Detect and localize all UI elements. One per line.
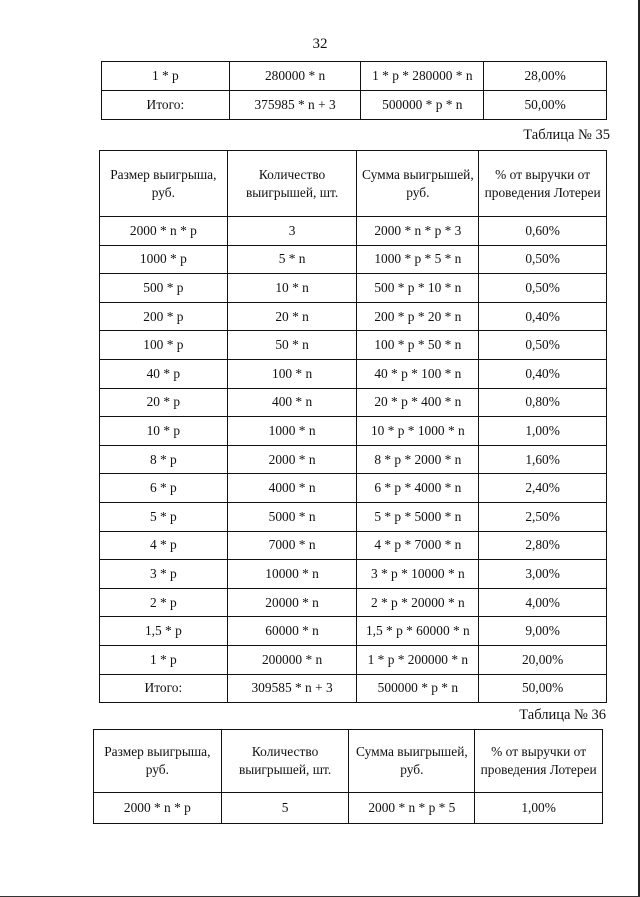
table-35-caption: Таблица № 35 [523,127,610,143]
cell-prize-sum: 6 * p * 4000 * n [357,474,479,503]
cell-revenue-percent: 0,40% [479,302,607,331]
cell-prize-size: 4 * p [100,531,228,560]
table-35 [99,150,607,703]
cell-prize-sum: 2000 * n * p * 5 [349,793,475,824]
table-row [100,645,607,674]
cell-revenue-percent: 2,80% [479,531,607,560]
cell-prize-count: 1000 * n [227,417,357,446]
table-row [100,245,607,274]
cell-prize-count: 400 * n [227,388,357,417]
cell-prize-count: 10000 * n [227,560,357,589]
cell-prize-count: 5 * n [227,245,357,274]
cell-prize-sum: 500000 * p * n [361,91,484,120]
header-prize-sum: Сумма выигрышей, руб. [357,151,479,217]
header-prize-count: Количество выигрышей, шт. [221,730,349,793]
table-row [100,445,607,474]
cell-prize-sum: 500000 * p * n [357,674,479,703]
cell-revenue-percent: 0,40% [479,359,607,388]
cell-prize-count: 4000 * n [227,474,357,503]
table-row [100,217,607,246]
cell-revenue-percent: 0,50% [479,274,607,303]
cell-prize-size: 1,5 * p [100,617,228,646]
table-continuation [101,61,607,120]
table-row [100,388,607,417]
table-row [100,417,607,446]
cell-prize-size: 100 * p [100,331,228,360]
cell-prize-sum: 100 * p * 50 * n [357,331,479,360]
cell-prize-count: 100 * n [227,359,357,388]
cell-prize-sum: 1 * p * 200000 * n [357,645,479,674]
cell-prize-sum: 200 * p * 20 * n [357,302,479,331]
cell-prize-count: 3 [227,217,357,246]
cell-prize-size: 40 * p [100,359,228,388]
cell-revenue-percent: 50,00% [484,91,607,120]
cell-revenue-percent: 0,80% [479,388,607,417]
cell-prize-sum: 40 * p * 100 * n [357,359,479,388]
cell-prize-sum: 1,5 * p * 60000 * n [357,617,479,646]
header-prize-size: Размер выигрыша, руб. [100,151,228,217]
table-header-row [100,151,607,217]
cell-prize-size: 8 * p [100,445,228,474]
cell-prize-count: 50 * n [227,331,357,360]
cell-prize-size: 1 * p [102,62,230,91]
cell-revenue-percent: 3,00% [479,560,607,589]
table-row [100,617,607,646]
header-prize-count: Количество выигрышей, шт. [227,151,357,217]
cell-prize-count: 7000 * n [227,531,357,560]
cell-prize-count: 20000 * n [227,588,357,617]
cell-revenue-percent: 2,50% [479,502,607,531]
header-revenue-percent: % от выручки от проведения Лотереи [479,151,607,217]
header-prize-size: Размер выигрыша, руб. [94,730,222,793]
table-row [100,588,607,617]
cell-prize-count: 5000 * n [227,502,357,531]
table-header-row [94,730,603,793]
cell-prize-count: 280000 * n [229,62,361,91]
header-prize-sum: Сумма выигрышей, руб. [349,730,475,793]
cell-prize-size: 200 * p [100,302,228,331]
table-36 [93,729,603,824]
cell-revenue-percent: 50,00% [479,674,607,703]
page-number: 32 [312,36,328,52]
table-row [100,274,607,303]
cell-prize-size: 3 * p [100,560,228,589]
cell-prize-sum: 1000 * p * 5 * n [357,245,479,274]
cell-revenue-percent: 0,50% [479,245,607,274]
cell-prize-sum: 3 * p * 10000 * n [357,560,479,589]
table-row [100,474,607,503]
cell-prize-sum: 20 * p * 400 * n [357,388,479,417]
cell-prize-sum: 1 * p * 280000 * n [361,62,484,91]
cell-prize-size: Итого: [100,674,228,703]
cell-prize-sum: 5 * p * 5000 * n [357,502,479,531]
cell-prize-sum: 8 * p * 2000 * n [357,445,479,474]
cell-prize-count: 10 * n [227,274,357,303]
cell-revenue-percent: 1,60% [479,445,607,474]
table-row [100,531,607,560]
cell-prize-size: 10 * p [100,417,228,446]
cell-prize-count: 309585 * n + 3 [227,674,357,703]
cell-revenue-percent: 4,00% [479,588,607,617]
cell-prize-count: 20 * n [227,302,357,331]
table-row [100,502,607,531]
cell-prize-size: 500 * p [100,274,228,303]
cell-revenue-percent: 1,00% [479,417,607,446]
cell-prize-count: 200000 * n [227,645,357,674]
cell-prize-size: Итого: [102,91,230,120]
cell-prize-sum: 2 * p * 20000 * n [357,588,479,617]
cell-prize-size: 6 * p [100,474,228,503]
cell-prize-count: 5 [221,793,349,824]
cell-revenue-percent: 0,50% [479,331,607,360]
table-row [100,331,607,360]
cell-revenue-percent: 2,40% [479,474,607,503]
cell-prize-size: 1 * p [100,645,228,674]
table-36-caption: Таблица № 36 [519,707,606,723]
cell-prize-size: 2 * p [100,588,228,617]
cell-prize-size: 2000 * n * p [94,793,222,824]
table-row [100,302,607,331]
table-row [102,62,607,91]
table-row [102,91,607,120]
table-row [94,793,603,824]
cell-prize-count: 60000 * n [227,617,357,646]
cell-revenue-percent: 9,00% [479,617,607,646]
table-row [100,674,607,703]
cell-prize-sum: 500 * p * 10 * n [357,274,479,303]
cell-revenue-percent: 28,00% [484,62,607,91]
table-row [100,359,607,388]
cell-prize-sum: 2000 * n * p * 3 [357,217,479,246]
table-row [100,560,607,589]
cell-prize-size: 1000 * p [100,245,228,274]
header-revenue-percent: % от выручки от проведения Лотереи [475,730,603,793]
cell-prize-count: 2000 * n [227,445,357,474]
cell-prize-size: 2000 * n * p [100,217,228,246]
cell-prize-count: 375985 * n + 3 [229,91,361,120]
cell-revenue-percent: 1,00% [475,793,603,824]
cell-prize-sum: 4 * p * 7000 * n [357,531,479,560]
cell-prize-size: 5 * p [100,502,228,531]
cell-prize-size: 20 * p [100,388,228,417]
cell-revenue-percent: 0,60% [479,217,607,246]
cell-prize-sum: 10 * p * 1000 * n [357,417,479,446]
cell-revenue-percent: 20,00% [479,645,607,674]
